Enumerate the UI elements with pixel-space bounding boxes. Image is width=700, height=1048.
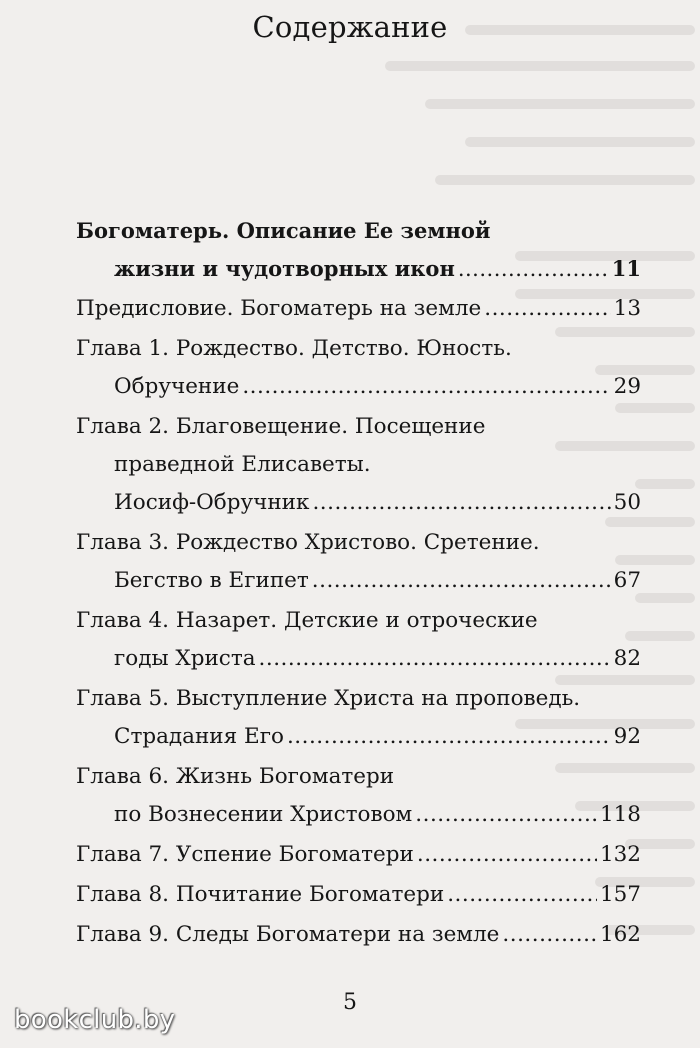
toc-entry-text: Глава 8. Почитание Богоматери <box>76 882 445 907</box>
dot-leader <box>259 640 611 678</box>
page-number: 5 <box>343 990 357 1015</box>
toc-entry-text: Обручение <box>114 374 240 399</box>
toc-page-number: 118 <box>599 802 641 827</box>
dot-leader <box>415 796 597 834</box>
toc-entry-title <box>76 876 641 914</box>
toc-page-number: 29 <box>613 374 641 399</box>
toc-entry-title <box>76 290 641 328</box>
table-of-contents <box>76 212 641 956</box>
toc-entry <box>76 330 641 406</box>
toc-entry-text: Предисловие. Богоматерь на земле <box>76 296 482 321</box>
toc-entry-continuation <box>76 484 641 522</box>
toc-page-number: 50 <box>613 490 641 515</box>
toc-entry <box>76 408 641 522</box>
toc-entry-title <box>76 524 641 562</box>
toc-entry-text: Богоматерь. Описание Ее земной <box>76 218 491 243</box>
toc-entry-text: Глава 9. Следы Богоматери на земле <box>76 922 500 947</box>
toc-entry-title <box>76 330 641 368</box>
toc-page-number: 157 <box>599 882 641 907</box>
toc-page-number: 162 <box>599 922 641 947</box>
toc-entry-title <box>76 212 641 250</box>
toc-entry <box>76 212 641 288</box>
toc-entry <box>76 602 641 678</box>
toc-entry <box>76 290 641 328</box>
dot-leader <box>458 250 609 288</box>
toc-page-number: 11 <box>611 256 641 281</box>
toc-entry-continuation <box>76 718 641 756</box>
toc-entry-text: жизни и чудотворных икон <box>114 256 455 281</box>
toc-entry-continuation <box>76 446 641 484</box>
toc-entry-title <box>76 680 641 718</box>
toc-entry <box>76 916 641 954</box>
dot-leader <box>484 290 610 328</box>
toc-entry-text: Глава 5. Выступление Христа на проповедь. <box>76 686 581 711</box>
toc-entry <box>76 758 641 834</box>
toc-entry-continuation <box>76 368 641 406</box>
toc-entry-continuation <box>76 640 641 678</box>
toc-entry-text: праведной Елисаветы. <box>114 452 371 477</box>
dot-leader <box>312 562 611 600</box>
toc-entry <box>76 836 641 874</box>
toc-entry-title <box>76 408 641 446</box>
page-title: Содержание <box>252 10 448 44</box>
dot-leader <box>287 718 611 756</box>
toc-entry <box>76 876 641 914</box>
toc-entry-text: Страдания Его <box>114 724 284 749</box>
toc-entry <box>76 524 641 600</box>
toc-entry-text: Бегство в Египет <box>114 568 309 593</box>
toc-entry-text: Глава 3. Рождество Христово. Сретение. <box>76 530 540 555</box>
dot-leader <box>242 368 610 406</box>
toc-page-number: 67 <box>613 568 641 593</box>
toc-page-number: 82 <box>613 646 641 671</box>
toc-entry-continuation <box>76 250 641 288</box>
toc-entry-continuation <box>76 562 641 600</box>
toc-entry-text: Глава 4. Назарет. Детские и отроческие <box>76 608 538 633</box>
toc-entry-title <box>76 916 641 954</box>
toc-entry-text: по Вознесении Христовом <box>114 802 413 827</box>
watermark-logo: bookclub.by <box>14 1005 176 1035</box>
dot-leader <box>502 916 597 954</box>
toc-entry-text: Глава 2. Благовещение. Посещение <box>76 414 486 439</box>
dot-leader <box>417 836 597 874</box>
toc-entry <box>76 680 641 756</box>
toc-entry-title <box>76 836 641 874</box>
toc-entry-text: годы Христа <box>114 646 256 671</box>
toc-entry-text: Глава 6. Жизнь Богоматери <box>76 764 395 789</box>
toc-entry-text: Глава 1. Рождество. Детство. Юность. <box>76 336 512 361</box>
toc-entry-text: Иосиф-Обручник <box>114 490 310 515</box>
toc-entry-text: Глава 7. Успение Богоматери <box>76 842 414 867</box>
toc-page-number: 92 <box>613 724 641 749</box>
toc-entry-title <box>76 602 641 640</box>
dot-leader <box>447 876 597 914</box>
toc-entry-continuation <box>76 796 641 834</box>
toc-page-number: 13 <box>613 296 641 321</box>
toc-entry-title <box>76 758 641 796</box>
dot-leader <box>312 484 610 522</box>
toc-page-number: 132 <box>599 842 641 867</box>
